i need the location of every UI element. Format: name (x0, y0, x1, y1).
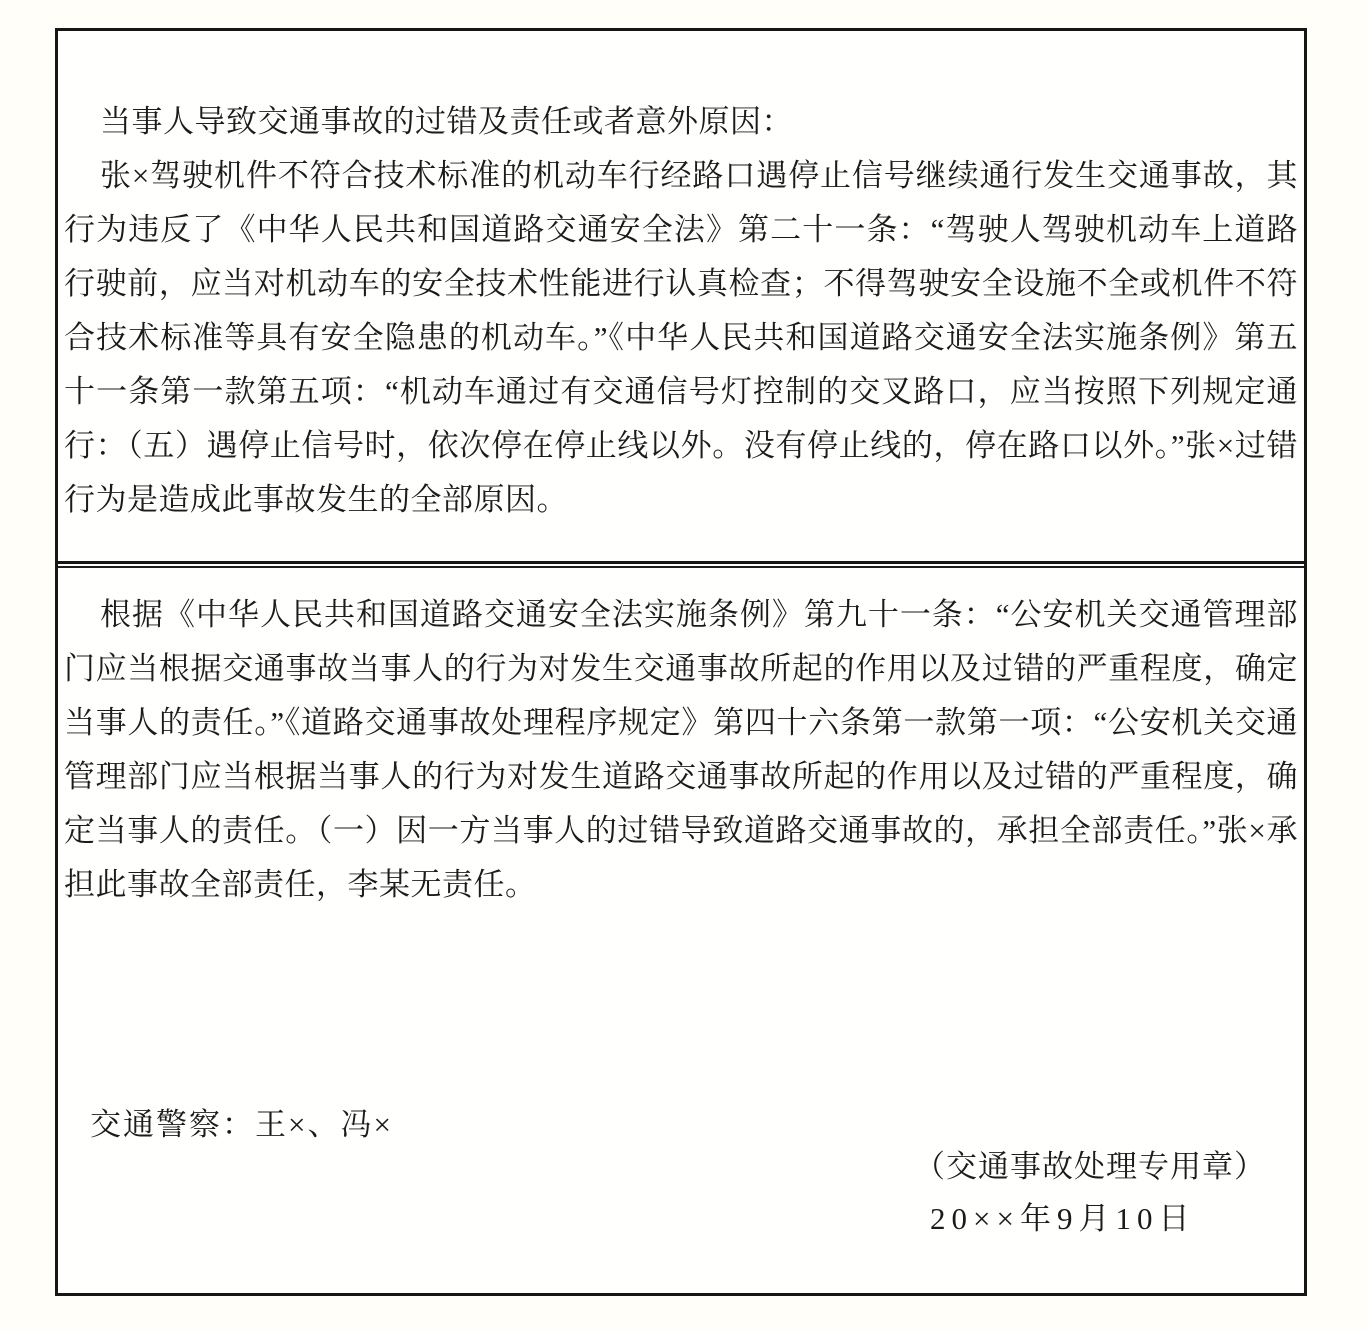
police-signature-line: 交通警察：王×、冯× (90, 1107, 393, 1142)
document-border-box (55, 28, 1307, 1296)
fault-cause-section (58, 31, 1304, 561)
stamp-note: （交通事故处理专用章） (914, 1149, 1266, 1184)
responsibility-paragraph: 根据《中华人民共和国道路交通安全法实施条例》第九十一条：“公安机关交通管理部门应当根据交通事故当事人的行为对发生交通事故所起的作用以及过错的严重程度，确定当事人的责任。”《道路交通事故处理程序规定》第四十六条第一款第一项：“公安机关交通管理部门应当根据当事人的行为对发生道路交通事故所起的作用以及过错的严重程度，确定当事人的责任。（一）因一方当事人的过错导致道路交通事故的，承担全部责任。”张×承担此事故全部责任，李某无责任。 (64, 597, 1298, 902)
section-divider-line (58, 561, 1304, 568)
fault-cause-heading: 当事人导致交通事故的过错及责任或者意外原因： (100, 104, 793, 139)
fault-cause-paragraph: 张×驾驶机件不符合技术标准的机动车行经路口遇停止信号继续通行发生交通事故，其行为违反了《中华人民共和国道路交通安全法》第二十一条：“驾驶人驾驶机动车上道路行驶前，应当对机动车的安全技术性能进行认真检查；不得驾驶安全设施不全或机件不符合技术标准等具有安全隐患的机动车。”《中华人民共和国道路交通安全法实施条例》第五十一条第一款第五项：“机动车通过有交通信号灯控制的交叉路口，应当按照下列规定通行：（五）遇停止信号时，依次停在停止线以外。没有停止线的，停在路口以外。”张×过错行为是造成此事故发生的全部原因。 (64, 158, 1298, 517)
date-line: 20××年9月10日 (930, 1201, 1196, 1236)
